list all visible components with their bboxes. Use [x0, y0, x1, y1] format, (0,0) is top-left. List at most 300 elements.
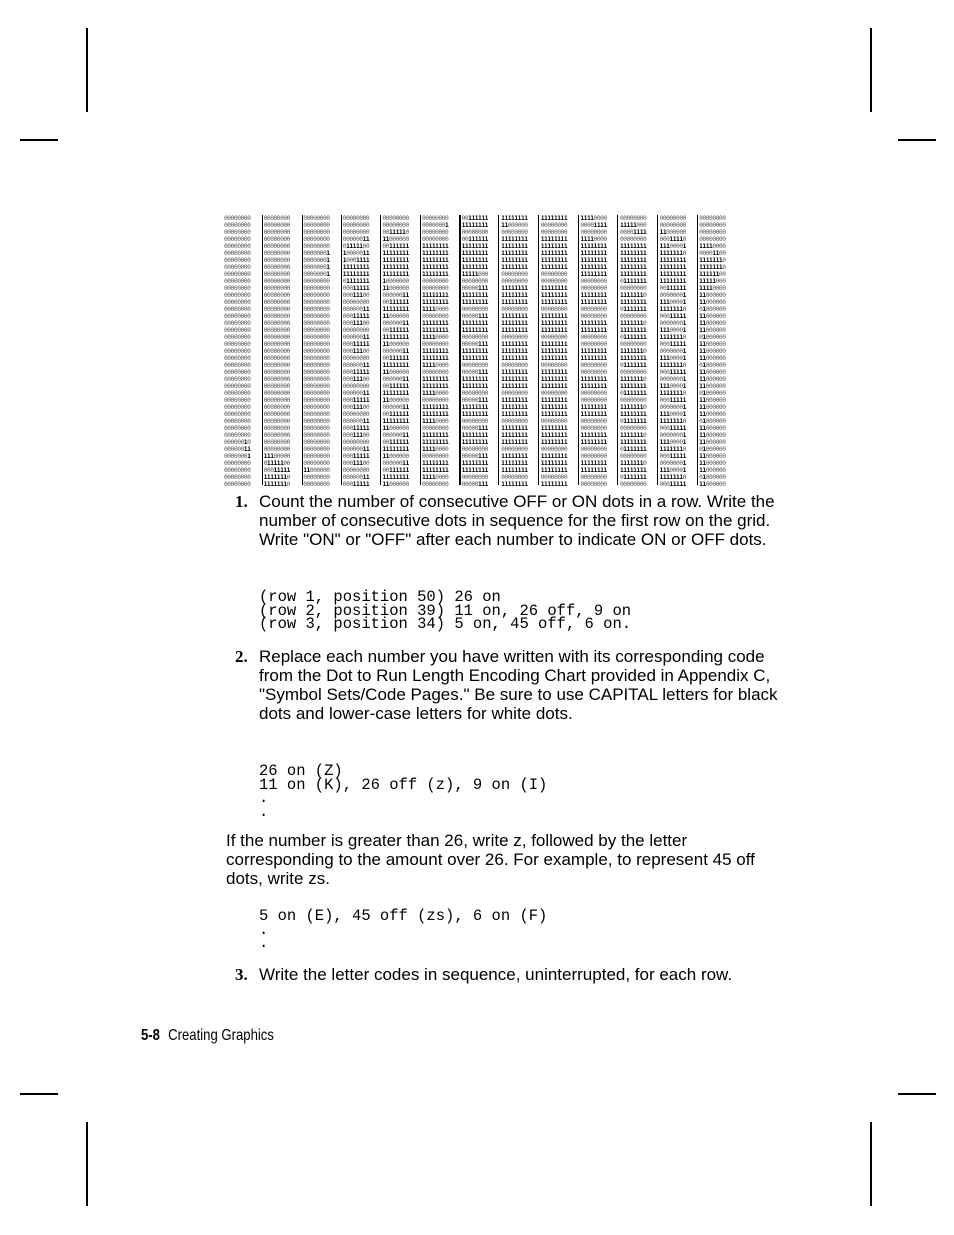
grid-cell: 00000000	[540, 306, 568, 313]
grid-cell: 00000011	[342, 306, 370, 313]
grid-cell: 01111111	[619, 446, 647, 453]
grid-cell: 00000001	[303, 257, 330, 264]
grid-cell: 00000000	[303, 432, 330, 439]
step-3	[235, 965, 795, 984]
grid-cell: 00000000	[540, 446, 568, 453]
grid-cell: 11111110	[659, 390, 686, 397]
grid-cell: 11111110	[659, 474, 686, 481]
grid-cell: 00000000	[501, 306, 528, 313]
grid-cell: 00000000	[619, 236, 647, 243]
grid-cell: 11111111	[540, 376, 568, 383]
grid-cell: 00000000	[540, 474, 568, 481]
grid-cell: 11111111	[540, 348, 568, 355]
grid-cell: 00000000	[421, 341, 449, 348]
grid-cell: 11111111	[580, 439, 607, 446]
grid-cell: 11111111	[619, 243, 647, 250]
grid-cell: 00000000	[224, 348, 251, 355]
grid-cell: 11111110	[659, 334, 686, 341]
grid-cell: 00000011	[382, 292, 409, 299]
grid-cell: 00000000	[501, 474, 528, 481]
grid-cell: 11000000	[659, 229, 686, 236]
grid-cell: 11000000	[699, 481, 726, 488]
grid-cell: 00000000	[303, 390, 330, 397]
grid-cell: 00000011	[342, 446, 370, 453]
grid-cell: 11111110	[619, 348, 647, 355]
grid-cell: 00000000	[303, 425, 330, 432]
grid-cell: 11111111	[501, 236, 528, 243]
grid-cell: 11111111	[619, 467, 647, 474]
grid-cell: 11111111	[540, 236, 568, 243]
grid-cell: 11111111	[421, 299, 449, 306]
grid-cell: 11111111	[619, 355, 647, 362]
grid-cell: 11111111	[382, 362, 409, 369]
grid-cell: 11000000	[382, 369, 409, 376]
grid-cell: 11111111	[421, 376, 449, 383]
grid-cell: 01111111	[619, 334, 647, 341]
grid-cell: 00011111	[659, 425, 686, 432]
grid-cell: 11111111	[501, 397, 528, 404]
grid-cell: 11111111	[421, 327, 449, 334]
grid-cell: 00000000	[263, 306, 290, 313]
grid-cell: 00011100	[342, 460, 370, 467]
grid-cell: 00000000	[303, 243, 330, 250]
page-footer	[141, 1027, 274, 1045]
grid-cell: 11111111	[461, 439, 488, 446]
step-number: 3.	[235, 965, 248, 984]
grid-cell: 11111111	[619, 439, 647, 446]
grid-cell: 00000000	[501, 229, 528, 236]
grid-cell: 00000000	[303, 481, 330, 488]
grid-cell: 11111111	[501, 481, 528, 488]
grid-cell: 00000111	[461, 425, 488, 432]
grid-cell: 11111111	[580, 411, 607, 418]
grid-cell: 11000000	[699, 376, 726, 383]
grid-cell: 00000000	[699, 222, 726, 229]
grid-cell: 00000000	[224, 257, 251, 264]
grid-cell: 11111111	[540, 341, 568, 348]
grid-cell: 00000000	[421, 236, 449, 243]
grid-cell: 00000000	[263, 425, 290, 432]
grid-cell: 00000000	[619, 215, 647, 222]
grid-cell: 11111111	[421, 250, 449, 257]
grid-cell: 00000111	[461, 397, 488, 404]
grid-cell: 00000000	[224, 320, 251, 327]
grid-cell: 00000111	[461, 341, 488, 348]
grid-cell: 00000000	[342, 215, 370, 222]
grid-cell: 00111110	[382, 229, 409, 236]
grid-cell: 11111111	[421, 292, 449, 299]
grid-cell: 00000000	[303, 236, 330, 243]
grid-cell: 00000000	[619, 425, 647, 432]
grid-cell: 00011111	[659, 453, 686, 460]
grid-cell: 00000000	[342, 222, 370, 229]
grid-cell: 00000000	[580, 341, 607, 348]
grid-cell: 11111111	[461, 376, 488, 383]
grid-cell: 00000000	[303, 446, 330, 453]
grid-cell: 00000111	[461, 313, 488, 320]
grid-cell: 11111111	[501, 341, 528, 348]
step-text: Count the number of consecutive OFF or ON dots in a row. Write the number of consecutive dots in sequence for the first row on the grid. Write "ON" or "OFF" after each number to indicate ON or OFF dots.	[259, 492, 775, 549]
grid-cell: 11111111	[501, 292, 528, 299]
grid-cell: 00000000	[342, 355, 370, 362]
grid-cell: 00000000	[263, 320, 290, 327]
grid-cell: 00000000	[580, 425, 607, 432]
grid-cell: 00000000	[224, 292, 251, 299]
grid-cell: 11110000	[580, 236, 607, 243]
grid-cell: 00011111	[659, 369, 686, 376]
grid-cell: 11111111	[659, 278, 686, 285]
grid-cell: 01111111	[619, 278, 647, 285]
grid-cell: 11000000	[699, 453, 726, 460]
grid-cell: 00011111	[659, 481, 686, 488]
grid-cell: 00000000	[224, 432, 251, 439]
grid-cell: 11111110	[619, 320, 647, 327]
grid-cell: 11111111	[382, 390, 409, 397]
grid-cell: 11111111	[342, 271, 370, 278]
grid-cell: 00000011	[382, 348, 409, 355]
grid-cell: 11111111	[540, 425, 568, 432]
grid-cell: 11100001	[659, 299, 686, 306]
crop-mark	[20, 1093, 58, 1095]
grid-separator	[459, 215, 461, 485]
grid-cell: 11000000	[382, 397, 409, 404]
grid-cell: 11111111	[501, 285, 528, 292]
grid-separator	[262, 215, 263, 485]
grid-cell: 11111111	[619, 299, 647, 306]
grid-cell: 11000000	[699, 460, 726, 467]
grid-cell: 00011111	[659, 341, 686, 348]
grid-cell: 00000000	[303, 306, 330, 313]
grid-separator	[697, 215, 698, 485]
grid-cell: 00000000	[540, 418, 568, 425]
grid-cell: 00000000	[303, 222, 330, 229]
grid-cell: 11111110	[263, 481, 290, 488]
grid-cell: 11111000	[619, 222, 647, 229]
grid-cell: 11100001	[659, 439, 686, 446]
grid-cell: 00000000	[619, 397, 647, 404]
grid-cell: 11110000	[421, 418, 449, 425]
grid-cell: 11000000	[699, 355, 726, 362]
grid-cell: 11111111	[540, 264, 568, 271]
grid-cell: 00000000	[263, 397, 290, 404]
step-1	[235, 492, 795, 549]
grid-cell: 11111111	[540, 453, 568, 460]
grid-cell: 00000000	[342, 327, 370, 334]
grid-cell: 00000000	[580, 474, 607, 481]
step-number: 1.	[235, 492, 248, 511]
grid-cell: 11000000	[382, 285, 409, 292]
grid-cell: 00000000	[224, 215, 251, 222]
grid-cell: 00000000	[421, 285, 449, 292]
grid-cell: 00000000	[540, 334, 568, 341]
grid-cell: 11111111	[501, 313, 528, 320]
grid-cell: 00000000	[461, 418, 488, 425]
grid-cell: 11111111	[580, 348, 607, 355]
grid-cell: 11111111	[421, 243, 449, 250]
grid-cell: 11110000	[421, 474, 449, 481]
grid-cell: 00000000	[303, 229, 330, 236]
grid-cell: 00000000	[659, 215, 686, 222]
grid-cell: 00000000	[461, 278, 488, 285]
grid-cell: 00000000	[540, 222, 568, 229]
grid-cell: 11110000	[421, 306, 449, 313]
grid-cell: 00000000	[303, 285, 330, 292]
grid-cell: 11111111	[461, 460, 488, 467]
grid-cell: 11111111	[501, 460, 528, 467]
grid-cell: 00111111	[461, 236, 488, 243]
grid-cell: 00000000	[619, 313, 647, 320]
grid-cell: 11111110	[659, 306, 686, 313]
grid-cell: 11111111	[461, 292, 488, 299]
grid-cell: 11111110	[619, 292, 647, 299]
grid-cell: 00000000	[263, 264, 290, 271]
grid-cell: 00111111	[382, 411, 409, 418]
grid-cell: 11111111	[540, 383, 568, 390]
grid-cell: 00000000	[263, 257, 290, 264]
grid-cell: 00000000	[580, 418, 607, 425]
grid-cell: 00000000	[263, 327, 290, 334]
grid-cell: 00000000	[540, 271, 568, 278]
grid-cell: 00000000	[224, 250, 251, 257]
grid-cell: 00000000	[342, 229, 370, 236]
grid-cell: 00000000	[224, 481, 251, 488]
grid-cell: 00000000	[580, 481, 607, 488]
grid-cell: 11111111	[580, 383, 607, 390]
grid-cell: 00111111	[382, 299, 409, 306]
grid-cell: 11111111	[540, 292, 568, 299]
grid-cell: 00000000	[263, 285, 290, 292]
grid-cell: 11111111	[501, 215, 528, 222]
grid-cell: 00000000	[224, 355, 251, 362]
grid-cell: 11111111	[501, 299, 528, 306]
grid-cell: 00000000	[303, 453, 330, 460]
grid-cell: 11111111	[421, 432, 449, 439]
grid-cell: 11111110	[619, 404, 647, 411]
grid-cell: 11000000	[699, 467, 726, 474]
grid-cell: 11100001	[659, 411, 686, 418]
grid-cell: 00000000	[580, 313, 607, 320]
grid-cell: 11111111	[421, 355, 449, 362]
grid-cell: 11111111	[382, 271, 409, 278]
grid-cell: 11000000	[699, 327, 726, 334]
grid-separator	[302, 215, 303, 485]
grid-cell: 11111110	[699, 264, 726, 271]
grid-cell: 11111111	[382, 334, 409, 341]
section-title: Creating Graphics	[168, 1027, 274, 1044]
grid-cell: 11111111	[461, 327, 488, 334]
grid-cell: 00011111	[342, 481, 370, 488]
grid-separator	[498, 215, 499, 485]
grid-cell: 11100001	[659, 243, 686, 250]
grid-cell: 11000000	[699, 348, 726, 355]
grid-cell: 00000000	[303, 320, 330, 327]
grid-cell: 11100001	[659, 383, 686, 390]
grid-cell: 00000000	[263, 292, 290, 299]
grid-cell: 11000000	[699, 411, 726, 418]
grid-cell: 00011100	[342, 404, 370, 411]
grid-cell: 00000000	[263, 418, 290, 425]
grid-cell: 00011100	[342, 292, 370, 299]
grid-cell: 11111111	[501, 348, 528, 355]
grid-cell: 11100001	[659, 467, 686, 474]
grid-cell: 11111111	[540, 397, 568, 404]
grid-cell: 00000000	[619, 453, 647, 460]
grid-cell: 11100001	[659, 327, 686, 334]
grid-cell: 11110000	[421, 390, 449, 397]
grid-cell: 00000000	[303, 369, 330, 376]
grid-cell: 11111111	[461, 222, 488, 229]
grid-cell: 00000000	[421, 215, 449, 222]
grid-separator	[538, 215, 539, 485]
grid-cell: 11111111	[619, 411, 647, 418]
grid-cell: 00000000	[263, 299, 290, 306]
grid-cell: 11000000	[382, 236, 409, 243]
grid-cell: 00000010	[224, 439, 251, 446]
grid-cell: 11111111	[580, 355, 607, 362]
grid-cell: 11000000	[699, 320, 726, 327]
grid-cell: 11111111	[382, 446, 409, 453]
crop-mark	[898, 1093, 936, 1095]
grid-cell: 00000000	[580, 334, 607, 341]
grid-cell: 00000000	[501, 418, 528, 425]
grid-cell: 00000011	[382, 404, 409, 411]
grid-cell: 00000000	[224, 460, 251, 467]
grid-cell: 00000000	[224, 362, 251, 369]
grid-cell: 11111111	[382, 264, 409, 271]
grid-cell: 00011100	[342, 376, 370, 383]
grid-cell: 00000000	[224, 229, 251, 236]
grid-cell: 11111111	[421, 404, 449, 411]
grid-cell: 11111111	[580, 250, 607, 257]
grid-cell: 11100000	[263, 453, 290, 460]
grid-cell: 00000000	[263, 404, 290, 411]
grid-cell: 01000000	[699, 418, 726, 425]
grid-cell: 00111111	[382, 439, 409, 446]
step-text: Write the letter codes in sequence, uninterrupted, for each row.	[259, 965, 733, 984]
grid-cell: 00000000	[263, 341, 290, 348]
grid-cell: 00000000	[303, 327, 330, 334]
grid-cell: 00011111	[263, 467, 290, 474]
grid-cell: 11111111	[421, 383, 449, 390]
step-number: 2.	[235, 647, 248, 666]
grid-cell: 01111100	[342, 243, 370, 250]
grid-cell: 00000000	[303, 292, 330, 299]
grid-cell: 00000001	[303, 264, 330, 271]
grid-cell: 11111111	[659, 257, 686, 264]
grid-cell: 00000000	[263, 222, 290, 229]
grid-cell: 00000000	[580, 362, 607, 369]
grid-cell: 11111100	[699, 271, 726, 278]
grid-cell: 00000000	[421, 397, 449, 404]
grid-cell: 00000000	[421, 278, 449, 285]
grid-cell: 00000000	[580, 229, 607, 236]
grid-cell: 01000000	[699, 474, 726, 481]
step-2-example: 26 on (Z) 11 on (K), 26 off (z), 9 on (I) . .	[259, 762, 548, 821]
grid-cell: 00000000	[501, 390, 528, 397]
grid-cell: 11111111	[580, 376, 607, 383]
grid-cell: 00000000	[342, 439, 370, 446]
grid-cell: 00011100	[342, 348, 370, 355]
grid-cell: 00000000	[619, 341, 647, 348]
grid-cell: 11111111	[619, 250, 647, 257]
grid-cell: 00000001	[303, 271, 330, 278]
grid-cell: 00000011	[342, 334, 370, 341]
grid-cell: 00000000	[224, 425, 251, 432]
grid-cell: 11111111	[421, 460, 449, 467]
grid-cell: 11000000	[699, 432, 726, 439]
grid-cell: 00000000	[263, 411, 290, 418]
grid-cell: 00000000	[699, 236, 726, 243]
grid-cell: 11111111	[501, 320, 528, 327]
grid-cell: 00111111	[382, 467, 409, 474]
grid-cell: 11000000	[382, 313, 409, 320]
grid-cell: 00000000	[263, 439, 290, 446]
grid-cell: 11111111	[421, 439, 449, 446]
page-number: 5-8	[141, 1027, 160, 1044]
grid-cell: 00000001	[659, 376, 686, 383]
grid-cell: 11111111	[501, 411, 528, 418]
grid-cell: 00000000	[224, 264, 251, 271]
grid-cell: 00000000	[224, 369, 251, 376]
grid-cell: 11111111	[540, 313, 568, 320]
grid-cell: 00000000	[580, 278, 607, 285]
grid-cell: 00000000	[303, 383, 330, 390]
grid-cell: 00000000	[580, 285, 607, 292]
grid-cell: 11000000	[382, 481, 409, 488]
grid-cell: 11111110	[619, 460, 647, 467]
grid-cell: 11111111	[540, 320, 568, 327]
grid-cell: 11111111	[501, 432, 528, 439]
grid-cell: 00000000	[659, 222, 686, 229]
grid-cell: 00000000	[421, 229, 449, 236]
grid-cell: 00011100	[342, 320, 370, 327]
grid-cell: 00000111	[461, 453, 488, 460]
grid-cell: 00001111	[580, 222, 607, 229]
grid-cell: 11111111	[580, 320, 607, 327]
grid-cell: 01111100	[263, 460, 290, 467]
grid-cell: 11111111	[421, 467, 449, 474]
grid-cell: 11111111	[461, 264, 488, 271]
grid-cell: 11111111	[421, 348, 449, 355]
grid-cell: 00000000	[263, 243, 290, 250]
grid-cell: 11111111	[619, 327, 647, 334]
grid-cell: 11111111	[501, 453, 528, 460]
grid-cell: 00011111	[342, 313, 370, 320]
grid-cell: 00011111	[659, 397, 686, 404]
grid-cell: 00000000	[224, 243, 251, 250]
grid-cell: 11111111	[382, 418, 409, 425]
grid-cell: 00000000	[263, 334, 290, 341]
grid-cell: 11111000	[699, 278, 726, 285]
grid-cell: 00000001	[421, 222, 449, 229]
grid-cell: 00000000	[342, 467, 370, 474]
crop-mark	[86, 28, 88, 112]
grid-cell: 11000000	[699, 397, 726, 404]
grid-cell: 00000000	[263, 250, 290, 257]
grid-cell: 11110000	[580, 215, 607, 222]
grid-cell: 00000001	[303, 250, 330, 257]
grid-cell: 00000111	[461, 285, 488, 292]
grid-cell: 11111111	[619, 271, 647, 278]
grid-cell: 00001100	[699, 250, 726, 257]
grid-cell: 11111111	[540, 257, 568, 264]
grid-cell: 00000000	[461, 390, 488, 397]
grid-cell: 00000000	[303, 404, 330, 411]
grid-cell: 00000000	[224, 390, 251, 397]
grid-cell: 11111111	[501, 425, 528, 432]
grid-cell: 00000001	[659, 348, 686, 355]
grid-cell: 00000011	[342, 418, 370, 425]
